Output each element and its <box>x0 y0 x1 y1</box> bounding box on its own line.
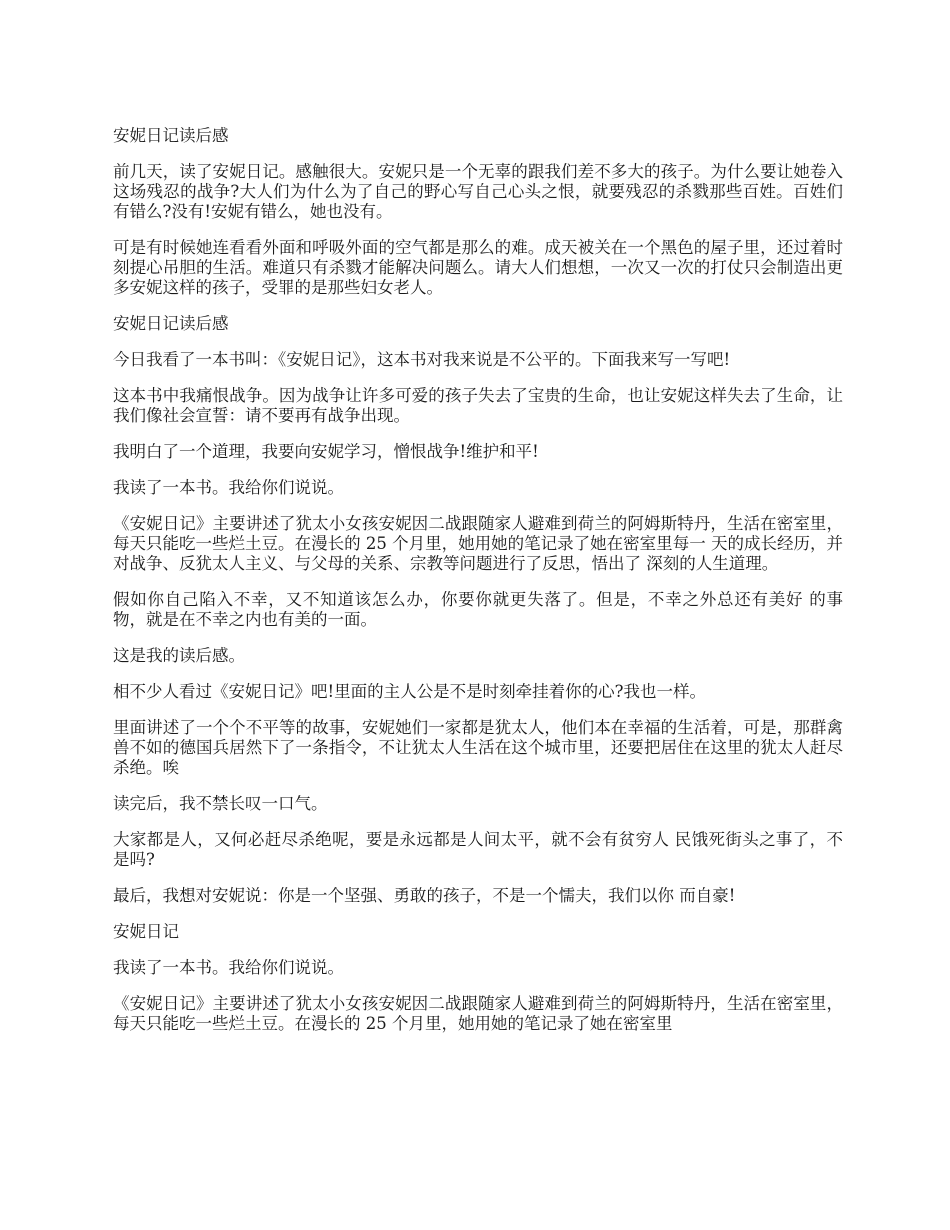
paragraph: 我读了一本书。我给你们说说。 <box>113 478 344 497</box>
heading-title: 安妮日记读后感 <box>113 314 229 333</box>
paragraph: 里面讲述了一个个不平等的故事，安妮她们一家都是犹太人，他们本在幸福的生活着，可是，那群禽兽不如的德国兵居然下了一条指令，不让犹太人生活在这个城市里，还要把居住在这里的犹太人赶尽杀绝。唉 <box>113 718 843 777</box>
document-page <box>113 126 843 1050</box>
paragraph: 这本书中我痛恨战争。因为战争让许多可爱的孩子失去了宝贵的生命，也让安妮这样失去了生命，让我们像社会宣誓：请不要再有战争出现。 <box>113 386 843 425</box>
heading-title: 安妮日记 <box>113 922 179 941</box>
paragraph: 可是有时候她连看看外面和呼吸外面的空气都是那么的难。成天被关在一个黑色的屋子里，还过着时刻提心吊胆的生活。难道只有杀戮才能解决问题么。请大人们想想，一次又一次的打仗只会制造出更多安妮这样的孩子，受罪的是那些妇女老人。 <box>113 238 843 297</box>
paragraph: 今日我看了一本书叫：《安妮日记》，这本书对我来说是不公平的。下面我来写一写吧! <box>113 350 731 369</box>
paragraph: 我读了一本书。我给你们说说。 <box>113 958 344 977</box>
heading-title: 安妮日记读后感 <box>113 126 229 145</box>
paragraph: 《安妮日记》主要讲述了犹太小女孩安妮因二战跟随家人避难到荷兰的阿姆斯特丹，生活在密室里，每天只能吃一些烂土豆。在漫长的 25 个月里，她用她的笔记录了她在密室里 <box>113 994 843 1033</box>
paragraph: 假如你自己陷入不幸，又不知道该怎么办，你要你就更失落了。但是，不幸之外总还有美好 的事物，就是在不幸之内也有美的一面。 <box>113 590 843 629</box>
paragraph: 相不少人看过《安妮日记》吧!里面的主人公是不是时刻牵挂着你的心?我也一样。 <box>113 682 706 701</box>
paragraph: 我明白了一个道理，我要向安妮学习，憎恨战争!维护和平! <box>113 442 539 461</box>
paragraph: 读完后，我不禁长叹一口气。 <box>113 794 328 813</box>
paragraph: 大家都是人，又何必赶尽杀绝呢，要是永远都是人间太平，就不会有贫穷人 民饿死街头之事了，不是吗? <box>113 830 843 869</box>
paragraph: 最后，我想对安妮说：你是一个坚强、勇敢的孩子，不是一个懦夫，我们以你 而自豪! <box>113 886 736 905</box>
paragraph: 《安妮日记》主要讲述了犹太小女孩安妮因二战跟随家人避难到荷兰的阿姆斯特丹，生活在密室里，每天只能吃一些烂土豆。在漫长的 25 个月里，她用她的笔记录了她在密室里每一 天的成长经历，并对战争、反犹太人主义、与父母的关系、宗教等问题进行了反思，悟出了 深刻的人生道理。 <box>113 514 843 573</box>
paragraph: 前几天，读了安妮日记。感触很大。安妮只是一个无辜的跟我们差不多大的孩子。为什么要让她卷入这场残忍的战争?大人们为什么为了自己的野心写自己心头之恨，就要残忍的杀戮那些百姓。百姓们有错么?没有!安妮有错么，她也没有。 <box>113 162 843 221</box>
paragraph: 这是我的读后感。 <box>113 646 245 665</box>
